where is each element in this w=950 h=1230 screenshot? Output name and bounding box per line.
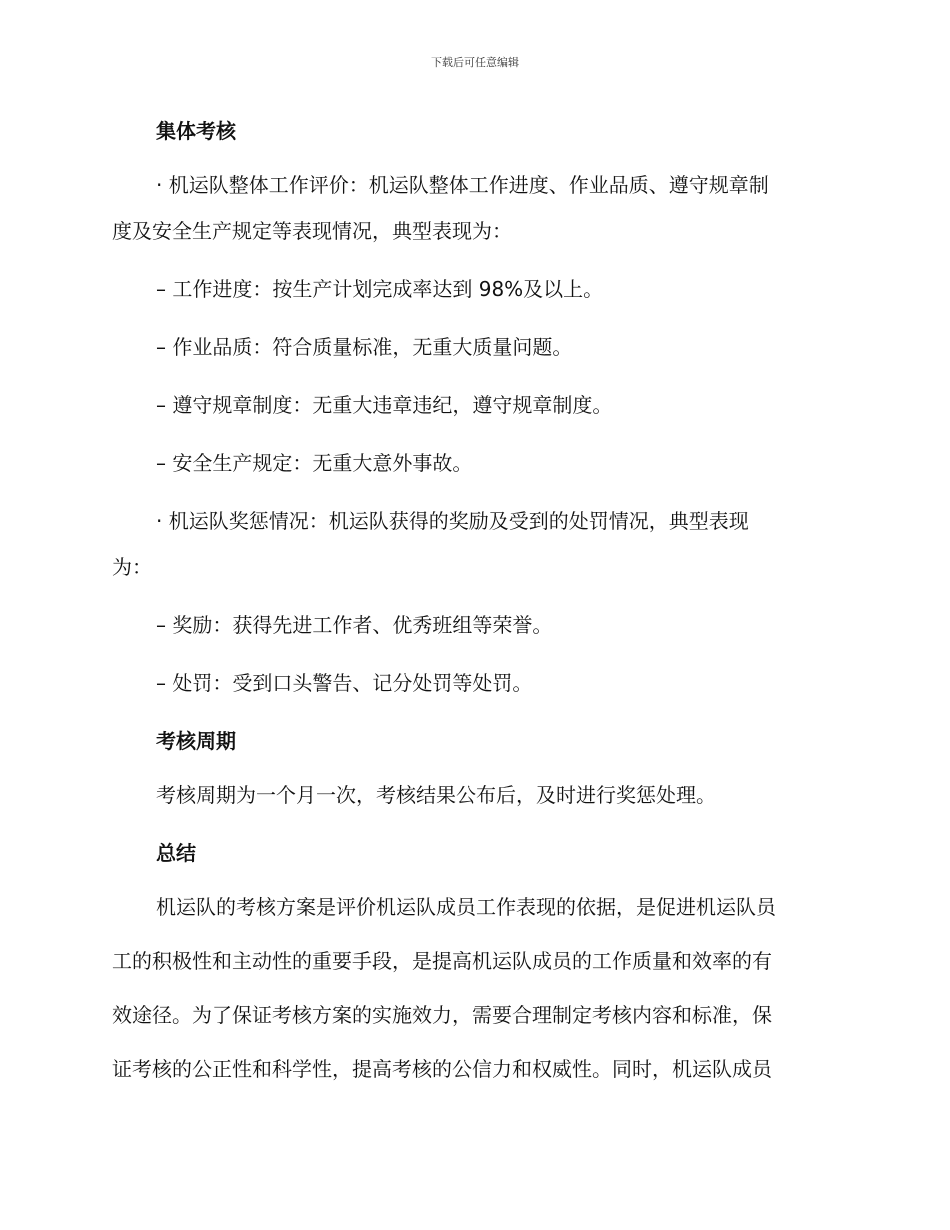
section-title-collective: 集体考核 bbox=[156, 119, 236, 143]
collective-reward-intro-line1: · 机运队奖惩情况：机运队获得的奖励及受到的处罚情况，典型表现 bbox=[156, 509, 749, 533]
summary-line4: 证考核的公正性和科学性，提高考核的公信力和权威性。同时，机运队成员 bbox=[112, 1057, 772, 1081]
header-note: 下载后可任意编辑 bbox=[431, 56, 519, 69]
section-title-cycle: 考核周期 bbox=[156, 729, 236, 753]
summary-line3: 效途径。为了保证考核方案的实施效力，需要合理制定考核内容和标准，保 bbox=[112, 1003, 772, 1027]
section-title-summary: 总结 bbox=[156, 841, 196, 865]
collective-eval-intro-line2: 度及安全生产规定等表现情况，典型表现为： bbox=[112, 219, 512, 243]
collective-reward-intro-line2: 为： bbox=[112, 555, 152, 579]
document-body bbox=[112, 112, 832, 1092]
collective-eval-intro-line1: · 机运队整体工作评价：机运队整体工作进度、作业品质、遵守规章制 bbox=[156, 173, 769, 197]
item-safety: – 安全生产规定：无重大意外事故。 bbox=[156, 451, 473, 475]
summary-line1: 机运队的考核方案是评价机运队成员工作表现的依据，是促进机运队员 bbox=[156, 895, 776, 919]
item-rules: – 遵守规章制度：无重大违章违纪，遵守规章制度。 bbox=[156, 393, 613, 417]
summary-line2: 工的积极性和主动性的重要手段，是提高机运队成员的工作质量和效率的有 bbox=[112, 949, 772, 973]
item-reward: – 奖励：获得先进工作者、优秀班组等荣誉。 bbox=[156, 613, 553, 637]
item-quality: – 作业品质：符合质量标准，无重大质量问题。 bbox=[156, 335, 573, 359]
item-progress: – 工作进度：按生产计划完成率达到 98%及以上。 bbox=[156, 277, 604, 301]
cycle-body: 考核周期为一个月一次，考核结果公布后，及时进行奖惩处理。 bbox=[156, 783, 716, 807]
item-penalty: – 处罚：受到口头警告、记分处罚等处罚。 bbox=[156, 671, 533, 695]
